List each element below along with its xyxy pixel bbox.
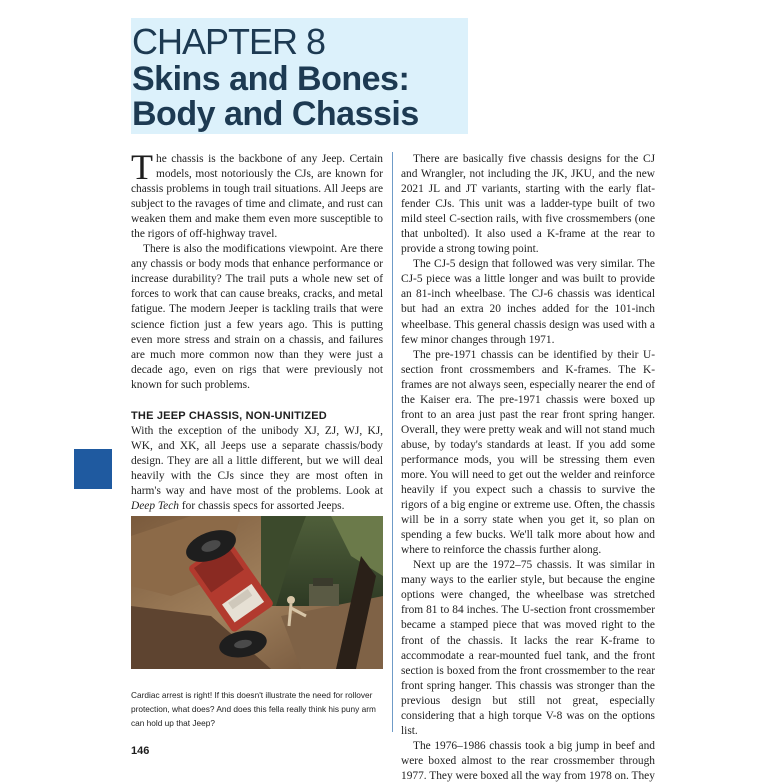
chapter-title — [132, 62, 492, 132]
page-number: 146 — [131, 745, 150, 757]
paragraph: With the exception of the unibody XJ, ZJ, WJ, KJ, WK, and XK, all Jeeps use a separate chassis/body design. They are all a little different, but we will deal heavily with the CJs since they are most often in harm's way and have most of the problems. Look at Deep Tech for chassis specs for assorted Jeeps. — [131, 424, 383, 512]
paragraph: There is also the modifications viewpoint. Are there any chassis or body mods that enhance performance or increase durability? The trail puts a whole new set of forces to work that can cause breaks, cracks, and metal fatigue. The modern Jeeper is tackling trails that were science fiction just a few years ago. This is putting even more stress and strain on a chassis, and failures are much more common now than they were just a decade ago, even on rigs that were previously not known for such problems. — [131, 243, 383, 391]
jeep-rollover-photo-illustration — [131, 516, 383, 669]
column-divider — [392, 152, 393, 732]
book-title-reference: Deep Tech — [131, 499, 179, 512]
chapter-tab-marker — [74, 449, 112, 489]
chapter-title-line-1: Skins and Bones: — [132, 60, 410, 98]
paragraph: The CJ-5 design that followed was very similar. The CJ-5 piece was a little longer and was built to provide an 81-inch wheelbase. The CJ-6 chassis was identical but had an extra 20 inches added for the 101-inch wheelbase. This general chassis design was used with a few minor changes through 1971. — [401, 258, 655, 346]
right-column — [401, 152, 655, 784]
left-column — [131, 147, 383, 514]
photo-caption: Cardiac arrest is right! If this doesn't illustrate the need for rollover protection, what does? And does this fella really think his puny arm can hold up that Jeep? — [131, 690, 376, 728]
paragraph: Next up are the 1972–75 chassis. It was similar in many ways to the earlier style, but because the engine options were changed, the wheelbase was stretched from 81 to 84 inches. The U-section front crossmember became a stamped piece that was moved right to the front of the chassis. It lacks the rear K-frame to accommodate a rear-mounted fuel tank, and the front section is boxed from the front crossmember to the rear front spring hanger. This chassis was stronger than the previous design but still not great, especially considering that a high torque V-8 was on the options list. — [401, 559, 655, 737]
chapter-title-line-2: Body and Chassis — [132, 95, 419, 133]
photo-rolled-jeep — [131, 516, 383, 669]
paragraph: The pre-1971 chassis can be identified by their U-section front crossmembers and K-frames. The K-frames are not always seen, especially nearer the end of the Kaiser era. The pre-1971 chassis were boxed up front to an area just past the rear front spring hanger. Overall, they were pretty weak and will not stand much abuse, by today's standards at least. If you add some performance mods, you will be stressing them even more. You will need to get out the welder and reinforce heavily if you expect such a chassis to survive the rigors of a big engine or extreme use. Often, the chassis will be in a sorry state when you get it, so plan on spending a few bucks. We'll talk more about how and where to reinforce the chassis further along. — [401, 348, 655, 557]
section-heading: THE JEEP CHASSIS, NON-UNITIZED — [131, 409, 327, 422]
paragraph: The chassis is the backbone of any Jeep. Certain models, most notoriously the CJs, are known for chassis problems in tough trail situations. All Jeeps are subject to the ravages of time and climate, and rust can weaken them and make them even more susceptible to the rigors of off-highway travel. — [131, 147, 383, 241]
chapter-label: CHAPTER 8 — [132, 21, 326, 62]
paragraph: There are basically five chassis designs for the CJ and Wrangler, not including the JK, JKU, and the new 2021 JL and JT variants, starting with the early flat-fender CJs. This unit was a ladder-type built of two mild steel C-section rails, with five crossmembers (one that unbolted). It also used a K-frame at the rear to provide a strong towing point. — [401, 153, 655, 256]
drop-cap: T — [131, 147, 153, 187]
paragraph: The 1976–1986 chassis took a big jump in beef and were boxed almost to the rear crossmember through 1977. They were boxed all the way from 1978 on. They — [401, 739, 655, 782]
